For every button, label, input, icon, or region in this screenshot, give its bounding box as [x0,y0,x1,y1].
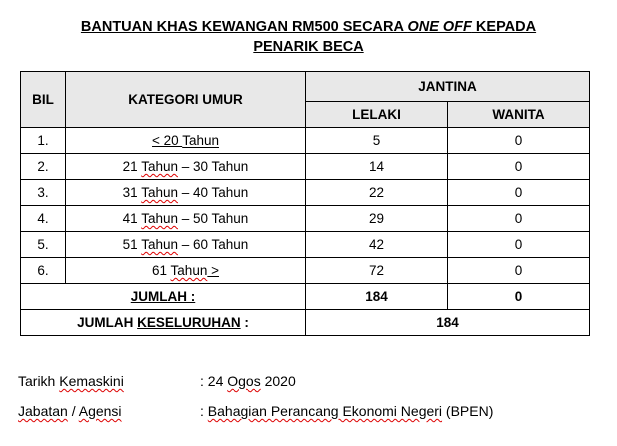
keseluruhan-label-b: KESELURUHAN [137,315,241,330]
kategori-part-a: < 20 [152,133,183,148]
jumlah-lelaki: 184 [306,284,448,310]
keseluruhan-label [21,310,306,336]
document-title [0,17,617,57]
cell-lelaki: 5 [306,128,448,154]
cell-lelaki: 72 [306,258,448,284]
title-line-2-text: PENARIK BECA [253,39,364,55]
title-part-a: BANTUAN KHAS KEWANGAN RM500 SECARA [80,19,408,35]
tarikh-value-a: : 24 [200,373,228,389]
kategori-part-c: > [207,263,219,278]
cell-bil: 6. [21,258,66,284]
cell-bil: 4. [21,206,66,232]
kategori-part-b: Tahun [141,185,178,200]
jumlah-wanita: 0 [448,284,590,310]
table-row [21,154,590,180]
table-row [21,206,590,232]
title-part-one-off: ONE OFF [407,19,472,35]
kategori-part-b: Tahun [141,211,178,226]
keseluruhan-label-c: : [240,315,249,330]
cell-bil: 2. [21,154,66,180]
table-row [21,232,590,258]
table-row [21,258,590,284]
cell-wanita: 0 [448,180,590,206]
cell-kategori [66,232,306,258]
cell-wanita: 0 [448,258,590,284]
cell-kategori [66,206,306,232]
kategori-part-a: 41 [122,211,142,226]
jabatan-label-b: / [67,403,79,419]
tarikh-value-b: Ogos [227,373,261,389]
tarikh-label [18,373,124,389]
kategori-part-a: 21 [122,159,142,174]
cell-wanita: 0 [448,232,590,258]
header-jantina: JANTINA [306,72,590,102]
tarikh-value [200,373,296,389]
kategori-part-c: – 50 Tahun [178,211,249,226]
cell-kategori [66,180,306,206]
kategori-part-c: – 60 Tahun [178,237,249,252]
jumlah-row [21,284,590,310]
tarikh-label-b: Kemaskini [59,373,124,389]
jabatan-value-a: : [200,403,208,419]
table-row [21,128,590,154]
cell-lelaki: 29 [306,206,448,232]
jumlah-label [21,284,306,310]
title-line-1 [0,17,617,37]
kategori-part-b: Tahun [170,263,208,278]
keseluruhan-label-a: JUMLAH [77,315,138,330]
kategori-part-a: 51 [122,237,142,252]
kategori-part-c: – 40 Tahun [178,185,249,200]
cell-bil: 3. [21,180,66,206]
kategori-part-c: – 30 Tahun [178,159,249,174]
jabatan-label-c: Agensi [78,403,122,419]
tarikh-label-a: Tarikh [18,373,60,389]
cell-wanita: 0 [448,128,590,154]
header-lelaki: LELAKI [306,102,448,128]
kategori-part-b: Tahun [141,159,178,174]
jabatan-label-a: Jabatan [18,403,68,419]
cell-lelaki: 14 [306,154,448,180]
jabatan-value-b: Bahagian Perancang Ekonomi Negeri [207,403,443,419]
kategori-part-b: Tahun [141,237,178,252]
title-line-2 [0,37,617,57]
kategori-part-b: Tahun [182,133,219,148]
jumlah-keseluruhan-row [21,310,590,336]
cell-bil: 1. [21,128,66,154]
cell-kategori [66,154,306,180]
cell-kategori [66,258,306,284]
title-part-c: KEPADA [471,19,537,35]
cell-lelaki: 22 [306,180,448,206]
tarikh-value-c: 2020 [260,373,296,389]
header-wanita: WANITA [448,102,590,128]
cell-wanita: 0 [448,154,590,180]
jabatan-value [200,403,493,419]
header-bil: BIL [21,72,66,128]
header-kategori-umur: KATEGORI UMUR [66,72,306,128]
jabatan-label [18,403,122,419]
keseluruhan-value: 184 [306,310,590,336]
jumlah-label-text: JUMLAH : [130,289,196,304]
kategori-part-a: 31 [122,185,142,200]
data-table [20,71,590,336]
cell-lelaki: 42 [306,232,448,258]
cell-bil: 5. [21,232,66,258]
kategori-part-a: 61 [152,263,171,278]
jabatan-value-c: (BPEN) [442,403,494,419]
cell-kategori [66,128,306,154]
cell-wanita: 0 [448,206,590,232]
table-row [21,180,590,206]
